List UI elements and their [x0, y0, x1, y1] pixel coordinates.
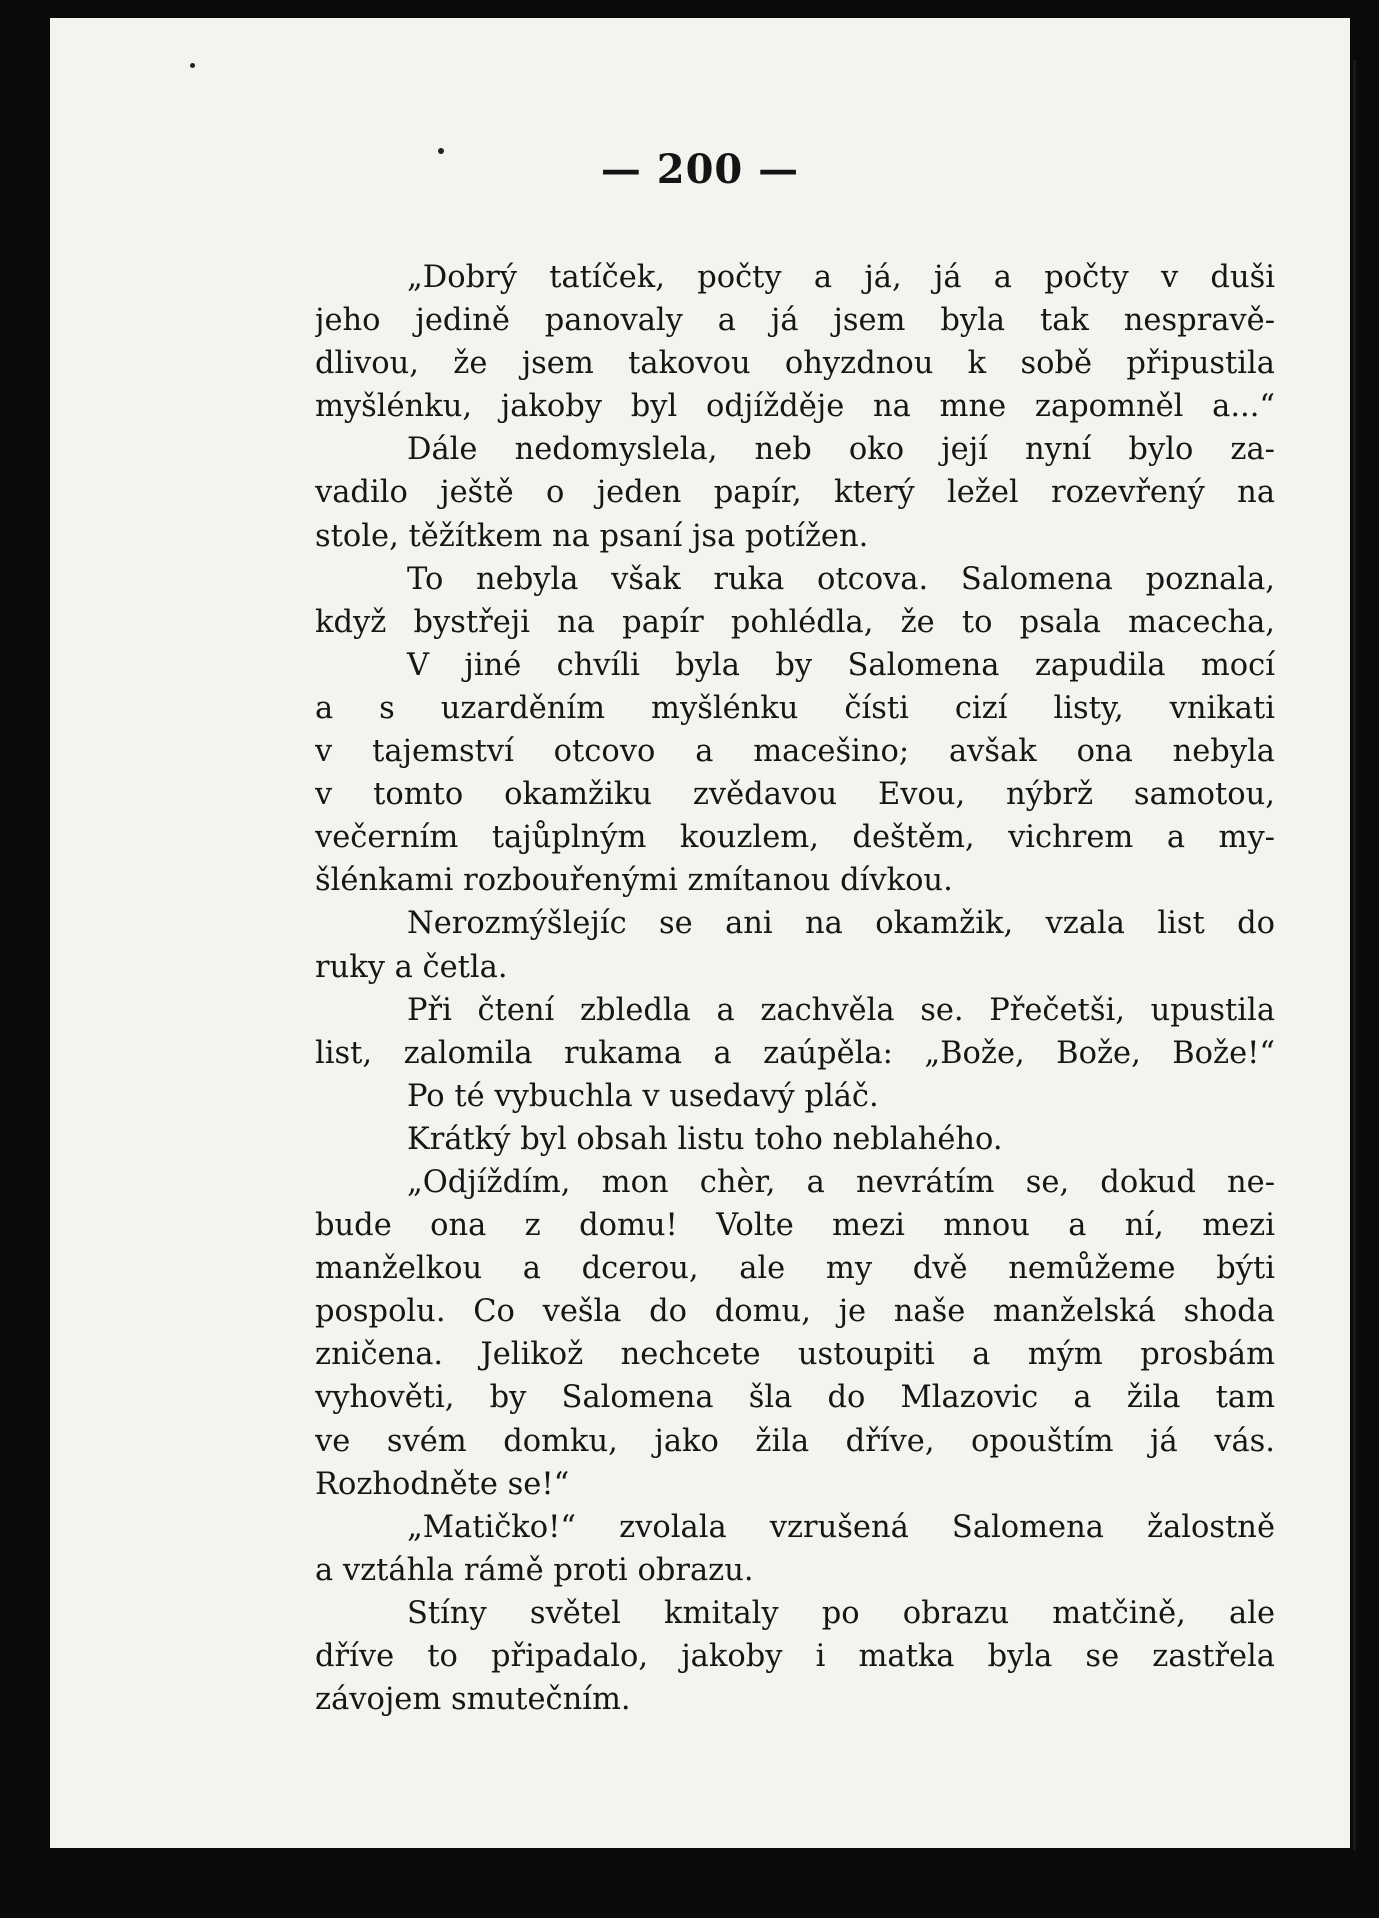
text-line: vyhověti, by Salomena šla do Mlazovic a žila tam [315, 1380, 1275, 1416]
text-line: V jiné chvíli byla by Salomena zapudila mocí [407, 647, 1275, 683]
page-number: — 200 — [600, 146, 800, 193]
ink-speck [190, 63, 195, 68]
text-line: „Dobrý tatíček, počty a já, já a počty v duši [407, 260, 1275, 295]
ink-speck [438, 148, 444, 154]
text-line: „Odjíždím, mon chèr, a nevrátím se, dokud ne- [407, 1164, 1275, 1200]
text-line: Po té vybuchla v usedavý pláč. [407, 1078, 879, 1114]
text-line: ve svém domku, jako žila dříve, opouštím já vás. [315, 1423, 1275, 1459]
text-line: myšlénku, jakoby byl odjížděje na mne zapomněl a...“ [315, 389, 1275, 425]
text-line: dlivou, že jsem takovou ohyzdnou k sobě připustila [315, 346, 1275, 382]
text-line: šlénkami rozbouřenými zmítanou dívkou. [315, 863, 953, 899]
text-line: ruky a četla. [315, 949, 508, 985]
text-line: a vztáhla rámě proti obrazu. [315, 1552, 754, 1588]
text-line: pospolu. Co vešla do domu, je naše manželská shoda [315, 1294, 1275, 1330]
text-line: a s uzarděním myšlénku čísti cizí listy, vnikati [315, 690, 1275, 726]
text-line: vadilo ještě o jeden papír, který ležel rozevřený na [315, 475, 1275, 511]
text-line: v tomto okamžiku zvědavou Evou, nýbrž samotou, [315, 777, 1275, 813]
text-line: zničena. Jelikož nechcete ustoupiti a mým prosbám [315, 1337, 1275, 1373]
text-line: dříve to připadalo, jakoby i matka byla se zastřela [315, 1639, 1275, 1674]
text-line: večerním tajůplným kouzlem, deštěm, vichrem a my- [315, 820, 1275, 856]
text-line: když bystřeji na papír pohlédla, že to psala macecha, [315, 604, 1275, 640]
text-line: To nebyla však ruka otcova. Salomena poznala, [407, 561, 1275, 597]
book-page [50, 18, 1350, 1848]
page-edge-line [1353, 60, 1356, 1850]
text-line: jeho jedině panovaly a já jsem byla tak nespravě- [315, 303, 1275, 339]
text-line: stole, těžítkem na psaní jsa potížen. [315, 518, 869, 554]
text-line: závojem smutečním. [315, 1682, 631, 1718]
body-text [315, 256, 1275, 1721]
text-line: Krátký byl obsah listu toho neblahého. [407, 1121, 1003, 1157]
text-line: Při čtení zbledla a zachvěla se. Přečetši, upustila [407, 992, 1275, 1028]
text-line: v tajemství otcovo a macešino; avšak ona nebyla [315, 734, 1275, 770]
text-line: Stíny světel kmitaly po obrazu matčině, ale [407, 1595, 1275, 1631]
text-line: Rozhodněte se!“ [315, 1466, 570, 1502]
text-line: manželkou a dcerou, ale my dvě nemůžeme býti [315, 1251, 1275, 1287]
text-line: list, zalomila rukama a zaúpěla: „Bože, Bože, Bože!“ [315, 1035, 1275, 1071]
text-line: Dále nedomyslela, neb oko její nyní bylo za- [407, 432, 1275, 468]
text-line: „Matičko!“ zvolala vzrušená Salomena žalostně [407, 1509, 1275, 1545]
text-line: bude ona z domu! Volte mezi mnou a ní, mezi [315, 1208, 1275, 1244]
text-line: Nerozmýšlejíc se ani na okamžik, vzala list do [407, 906, 1275, 942]
